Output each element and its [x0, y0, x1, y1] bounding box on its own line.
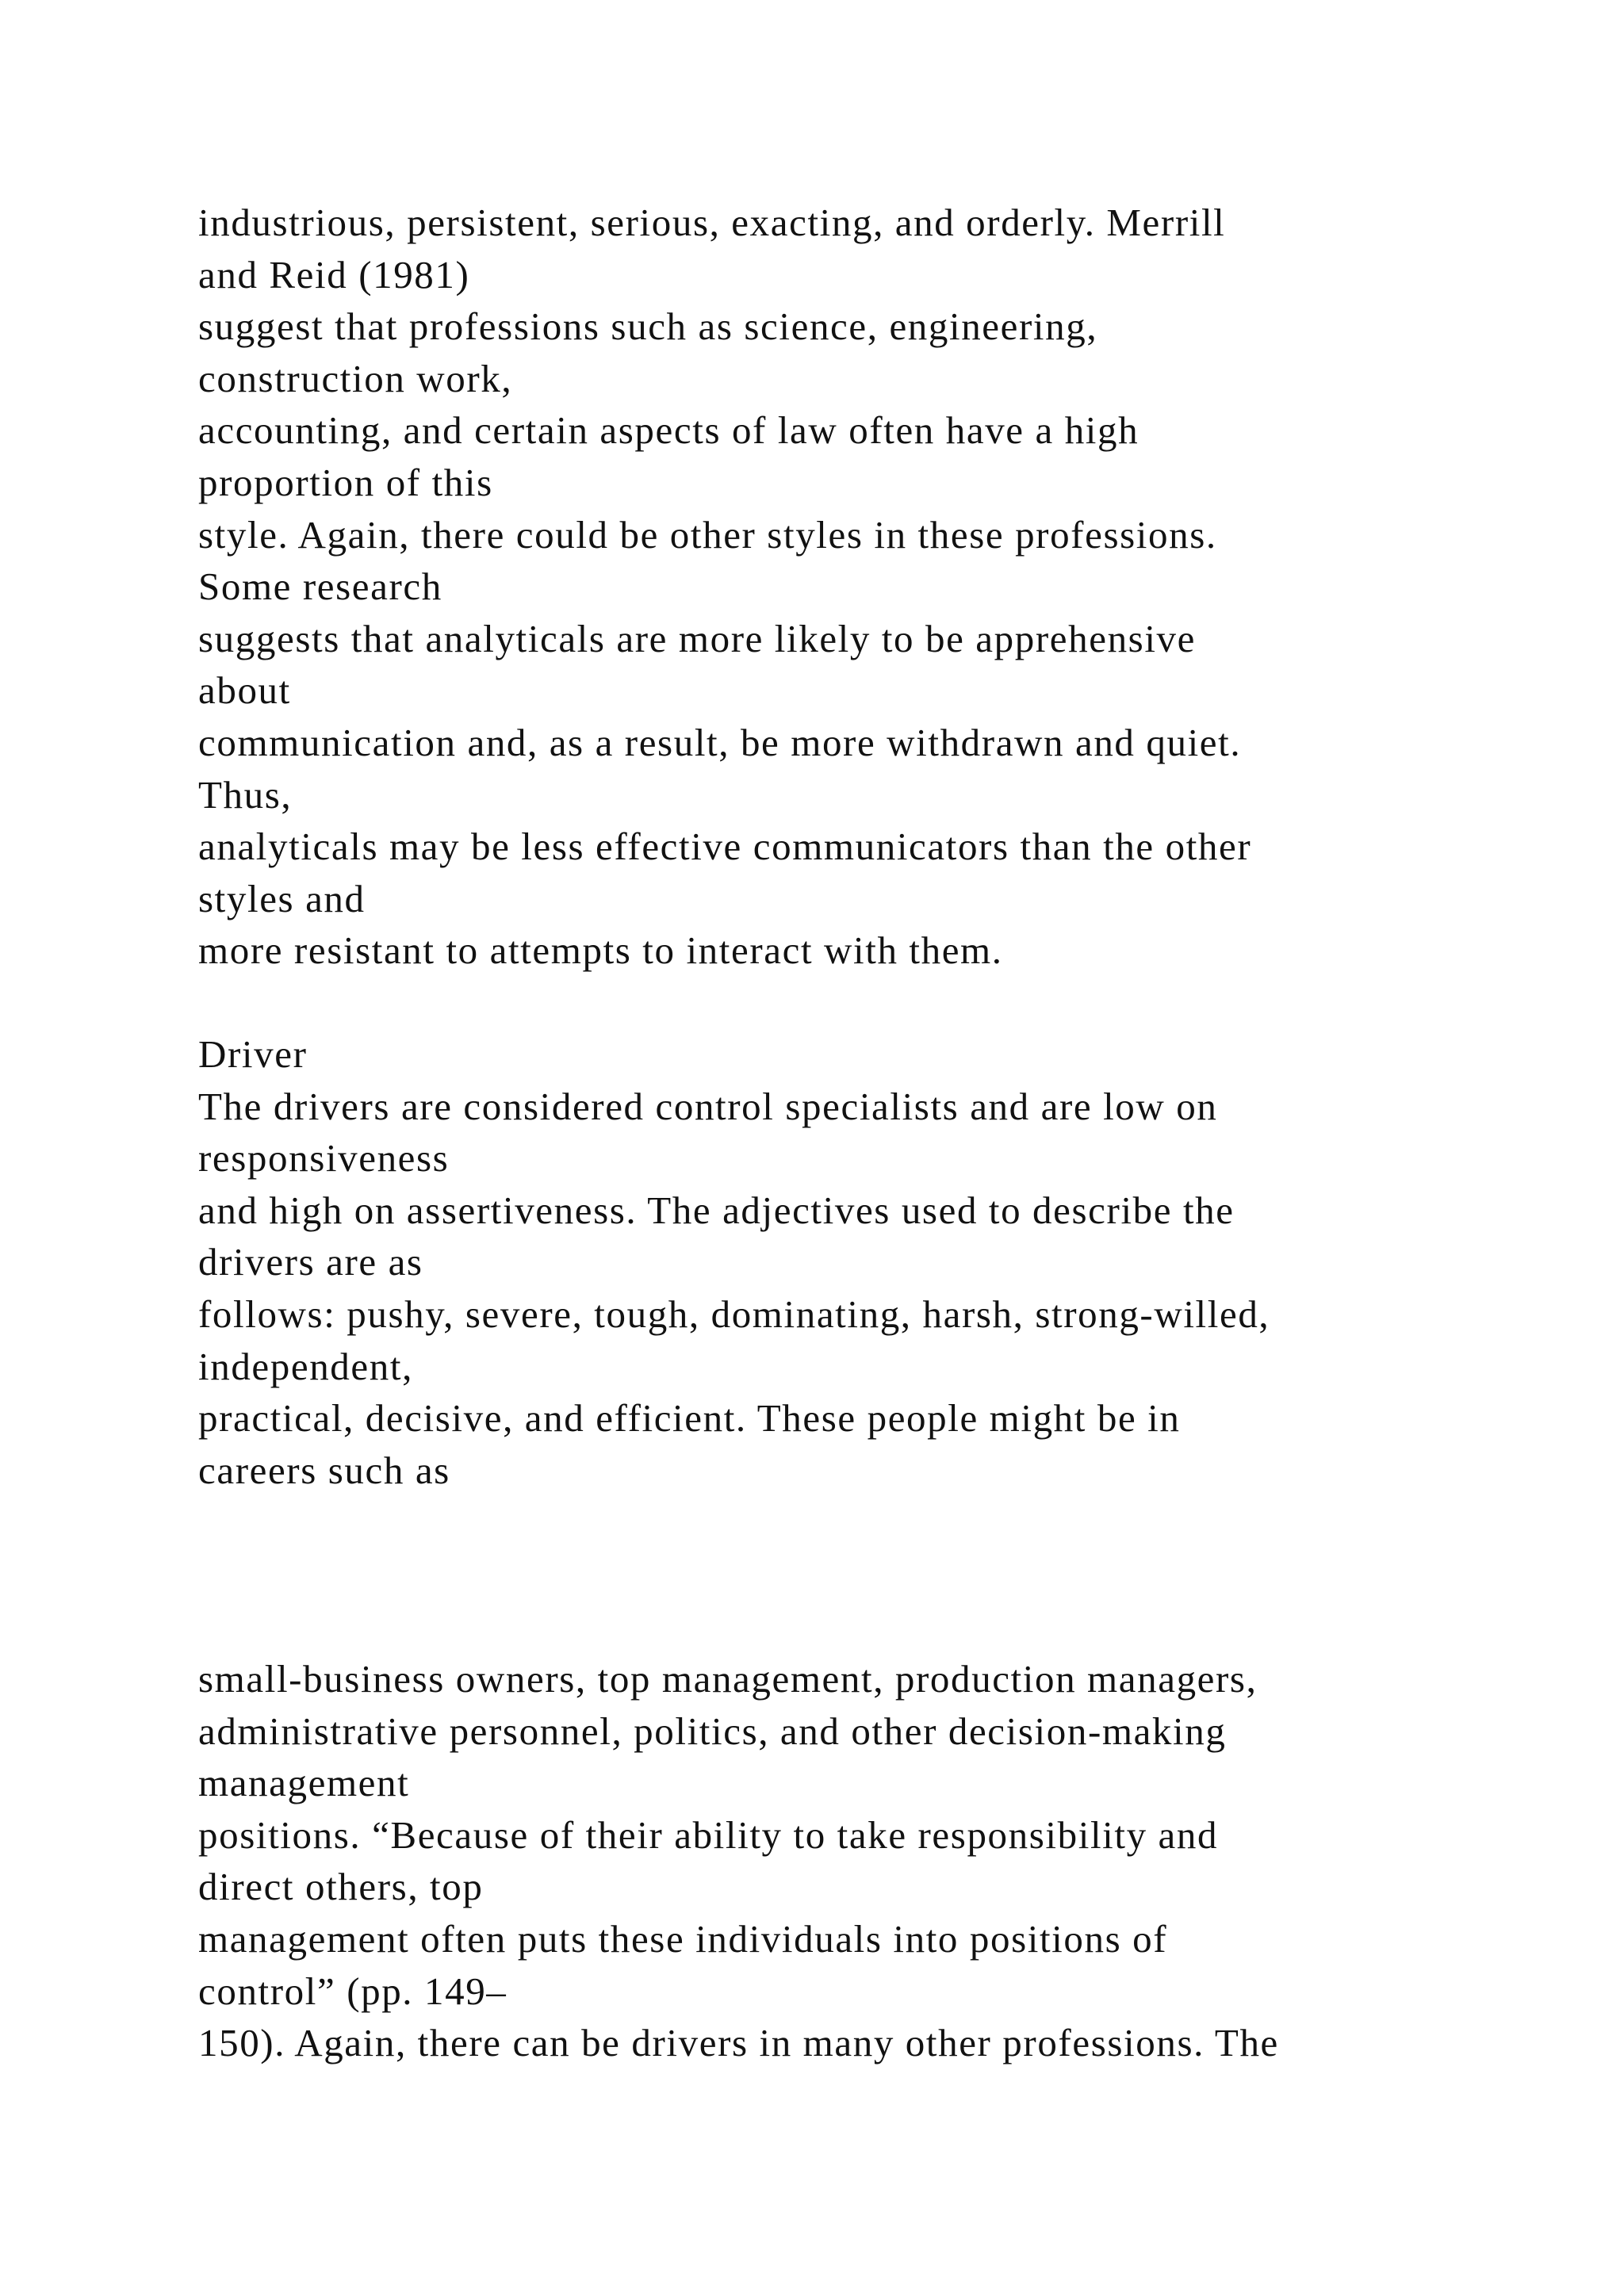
text-line: suggest that professions such as science, engineering, [198, 304, 1098, 349]
text-line: practical, decisive, and efficient. These people might be in [198, 1396, 1181, 1441]
text-line: control” (pp. 149– [198, 1969, 508, 2013]
text-line: suggests that analyticals are more likely to be apprehensive [198, 616, 1197, 660]
text-line: direct others, top [198, 1865, 484, 1909]
text-line: The drivers are considered control specialists and are low on [198, 1084, 1218, 1128]
text-line: Some research [198, 564, 442, 609]
text-line: drivers are as [198, 1240, 423, 1284]
text-line: administrative personnel, politics, and other decision-making [198, 1709, 1227, 1753]
text-line: Thus, [198, 772, 293, 817]
text-line: more resistant to attempts to interact with them. [198, 928, 1003, 973]
text-line: industrious, persistent, serious, exacting, and orderly. Merrill [198, 201, 1226, 244]
text-line: responsiveness [198, 1136, 450, 1181]
text-line: communication and, as a result, be more withdrawn and quiet. [198, 720, 1242, 764]
text-line: and high on assertiveness. The adjectives used to describe the [198, 1188, 1235, 1232]
text-line: small-business owners, top management, production managers, [198, 1657, 1258, 1701]
section-heading-driver: Driver [198, 1032, 308, 1076]
text-line: positions. “Because of their ability to take responsibility and [198, 1812, 1219, 1857]
paragraph-driver-continued [198, 1653, 1279, 2069]
text-line: about [198, 668, 291, 713]
text-line: management [198, 1761, 410, 1805]
text-line: management often puts these individuals into positions of [198, 1916, 1168, 1961]
text-line: 150). Again, there can be drivers in many other professions. The [198, 2021, 1279, 2065]
text-line: independent, [198, 1344, 413, 1388]
text-line: analyticals may be less effective communicators than the other [198, 825, 1252, 869]
paragraph-analytical-style [198, 197, 1251, 977]
paragraph-driver-style [198, 1028, 1270, 1496]
text-line: follows: pushy, severe, tough, dominating, harsh, strong-willed, [198, 1292, 1270, 1336]
text-line: construction work, [198, 356, 513, 400]
text-line: careers such as [198, 1448, 450, 1492]
text-line: and Reid (1981) [198, 252, 470, 297]
text-line: styles and [198, 876, 366, 920]
text-line: proportion of this [198, 460, 493, 504]
text-line: accounting, and certain aspects of law often have a high [198, 408, 1139, 453]
text-line: style. Again, there could be other styles in these professions. [198, 512, 1217, 557]
